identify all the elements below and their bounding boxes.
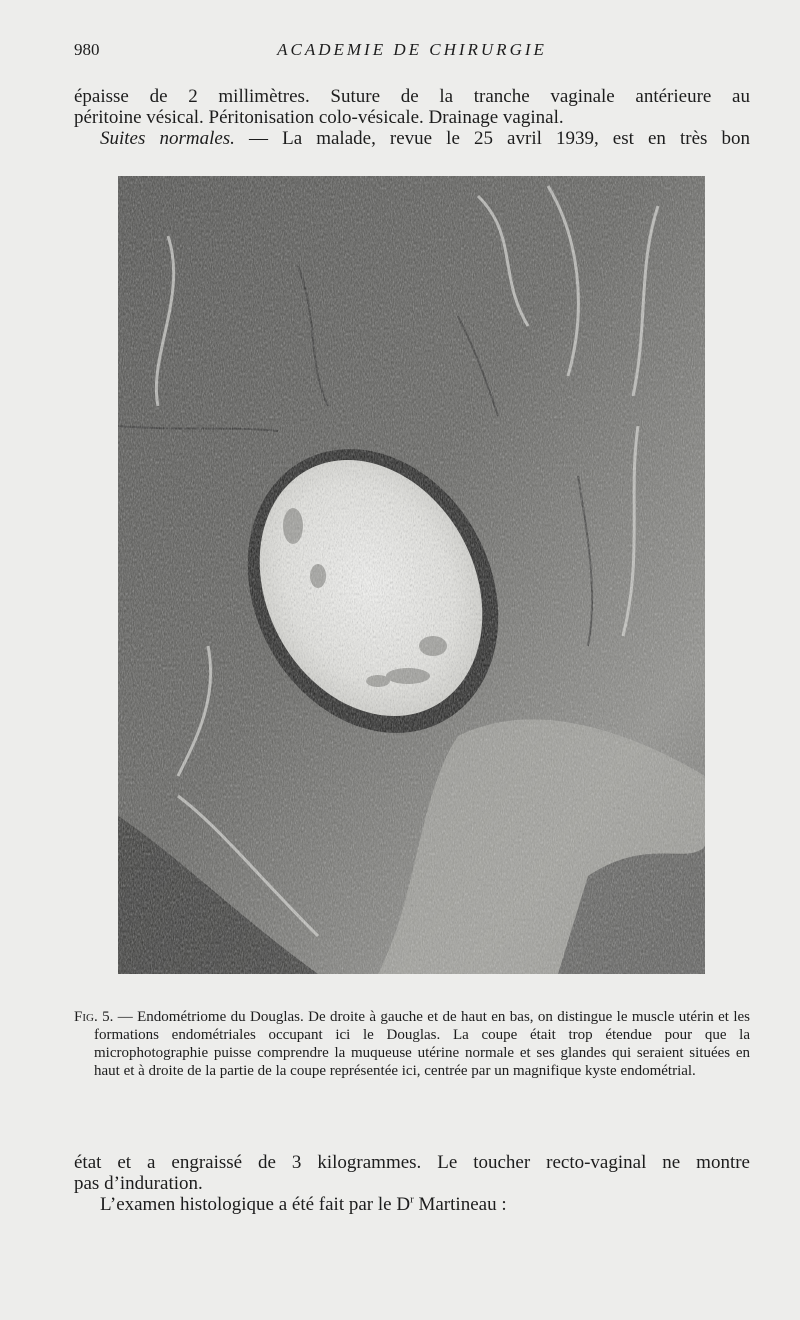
text-line: épaisse de 2 millimètres. Suture de la tranche vaginale antérieure au bbox=[74, 86, 750, 107]
text-line: état et a engraissé de 3 kilogrammes. Le toucher recto-vaginal ne montre bbox=[74, 1152, 750, 1173]
bottom-text-block bbox=[74, 1152, 750, 1215]
caption-text: — Endométriome du Douglas. De droite à gauche et de haut en bas, on distingue le muscle utérin et les formations endométriales occupant ici le Douglas. La coupe était trop étendue pour que la microphotographie puisse comprendre la muqueuse utérine normale et ses glandes qui seraient situées en haut et à droite de la partie de la coupe représentée ici, centrée par un magnifique kyste endométrial. bbox=[94, 1009, 751, 1079]
italic-heading: Suites normales. bbox=[100, 128, 235, 149]
figure-caption bbox=[74, 1008, 750, 1080]
page-number: 980 bbox=[74, 40, 100, 59]
running-title: ACADEMIE DE CHIRURGIE bbox=[277, 40, 547, 59]
text-line bbox=[74, 128, 750, 149]
text-line bbox=[74, 1194, 750, 1215]
page-header bbox=[74, 40, 750, 66]
text-line-pre: L’examen histologique a été fait par le D bbox=[100, 1194, 411, 1215]
superscript: r bbox=[410, 1193, 414, 1206]
micrograph-image bbox=[118, 176, 705, 974]
text-line-post: Martineau : bbox=[413, 1194, 507, 1215]
text-line: pas d’induration. bbox=[74, 1173, 203, 1194]
text-line-rest: — La malade, revue le 25 avril 1939, est en très bon bbox=[234, 128, 750, 149]
figure-label: Fig. 5. bbox=[74, 1009, 114, 1025]
text-line: péritoine vésical. Péritonisation colo-vésicale. Drainage vaginal. bbox=[74, 107, 564, 128]
micrograph-figure bbox=[118, 176, 705, 974]
top-text-block bbox=[74, 86, 750, 149]
